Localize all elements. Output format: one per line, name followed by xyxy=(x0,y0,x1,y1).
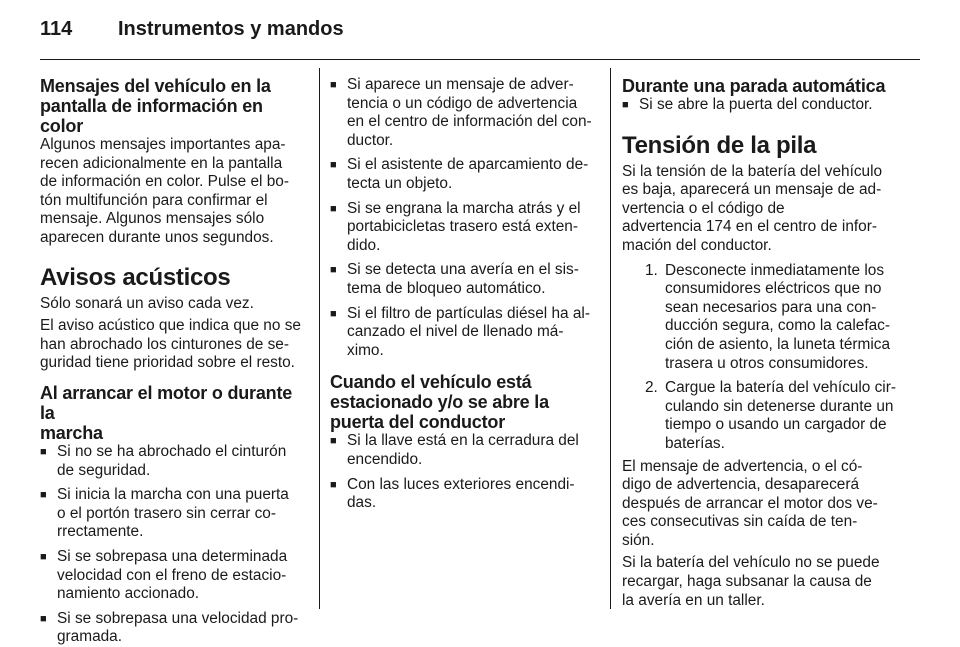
heading-mensajes: Mensajes del vehículo en la pantalla de información en color xyxy=(40,76,271,136)
list-avisos-continuacion xyxy=(330,76,602,360)
paragraph-mensaje-desaparece: El mensaje de advertencia, o el có- digo de advertencia, desaparecerá después de arrancar el motor dos ve- ces consecutivas sin caída de ten- sión. xyxy=(622,457,878,549)
list-item: ■ Si se sobrepasa una determinada velocidad con el freno de estacio- namiento accionado. xyxy=(40,548,304,604)
paragraph-tension-baja: Si la tensión de la batería del vehículo es baja, aparecerá un mensaje de ad- vertencia o el código de advertencia 174 en el centro de infor- mación del conductor. xyxy=(622,162,883,254)
heading-avisos-acusticos: Avisos acústicos xyxy=(40,263,231,291)
page-header xyxy=(40,18,920,46)
page-number: 114 xyxy=(40,18,73,40)
list-item: ■ Si el asistente de aparcamiento de- tecta un objeto. xyxy=(330,156,602,193)
heading-al-arrancar: Al arrancar el motor o durante la marcha xyxy=(40,382,293,443)
column-3 xyxy=(622,76,904,610)
list-item: ■ Si la llave está en la cerradura del encendido. xyxy=(330,432,602,469)
paragraph-taller: Si la batería del vehículo no se puede recargar, haga subsanar la causa de la avería en un taller. xyxy=(622,554,880,609)
list-item: ■ Si no se ha abrochado el cinturón de seguridad. xyxy=(40,443,304,480)
paragraph-aviso-unico: Sólo sonará un aviso cada vez. xyxy=(40,294,254,312)
list-vehiculo-estacionado xyxy=(330,432,602,512)
paragraph-aviso-cinturones: El aviso acústico que indica que no se han abrochado los cinturones de se- guridad tiene prioridad sobre el resto. xyxy=(40,317,301,372)
list-item: ■ Si se abre la puerta del conductor. xyxy=(622,96,904,115)
list-item: ■ Si aparece un mensaje de adver- tencia o un código de advertencia en el centro de información del con- ductor. xyxy=(330,76,602,150)
list-item: ■ Si se sobrepasa una velocidad pro- gramada. xyxy=(40,610,304,647)
list-item: ■ Si se detecta una avería en el sis- tema de bloqueo automático. xyxy=(330,261,602,298)
header-rule xyxy=(40,59,920,60)
paragraph-mensajes: Algunos mensajes importantes apa- recen adicionalmente en la pantalla de información en color. Pulse el bo- tón multifunción para confirmar el mensaje. Algunos mensajes sólo aparecen durante unos segundos. xyxy=(40,136,289,246)
column-separator xyxy=(610,68,611,609)
column-1 xyxy=(40,76,304,647)
heading-tension-pila: Tensión de la pila xyxy=(622,131,817,159)
steps-list xyxy=(622,262,904,454)
step-item: 1. Desconecte inmediatamente los consumidores eléctricos que no sean necesarios para una con- ducción segura, como la calefac- ción de asiento, la luneta térmica trasera u otros consumidores. xyxy=(645,261,891,372)
list-al-arrancar xyxy=(40,443,304,647)
step-item: 2. Cargue la batería del vehículo cir- culando sin detenerse durante un tiempo o usando un cargador de baterías. xyxy=(645,379,896,452)
list-parada-automatica xyxy=(622,96,904,115)
heading-parada-automatica: Durante una parada automática xyxy=(622,76,886,96)
heading-vehiculo-estacionado: Cuando el vehículo está estacionado y/o se abre la puerta del conductor xyxy=(330,372,549,433)
page-title: Instrumentos y mandos xyxy=(118,18,344,40)
list-item: ■ Si el filtro de partículas diésel ha al- canzado el nivel de llenado má- ximo. xyxy=(330,305,602,361)
step-number: 1. xyxy=(645,261,658,279)
list-item: ■ Si inicia la marcha con una puerta o el portón trasero sin cerrar co- rrectamente. xyxy=(40,486,304,542)
step-number: 2. xyxy=(645,379,658,397)
list-item: ■ Con las luces exteriores encendi- das. xyxy=(330,476,602,513)
column-separator xyxy=(319,68,320,609)
list-item: ■ Si se engrana la marcha atrás y el portabicicletas trasero está exten- dido. xyxy=(330,200,602,256)
column-2 xyxy=(330,76,602,513)
